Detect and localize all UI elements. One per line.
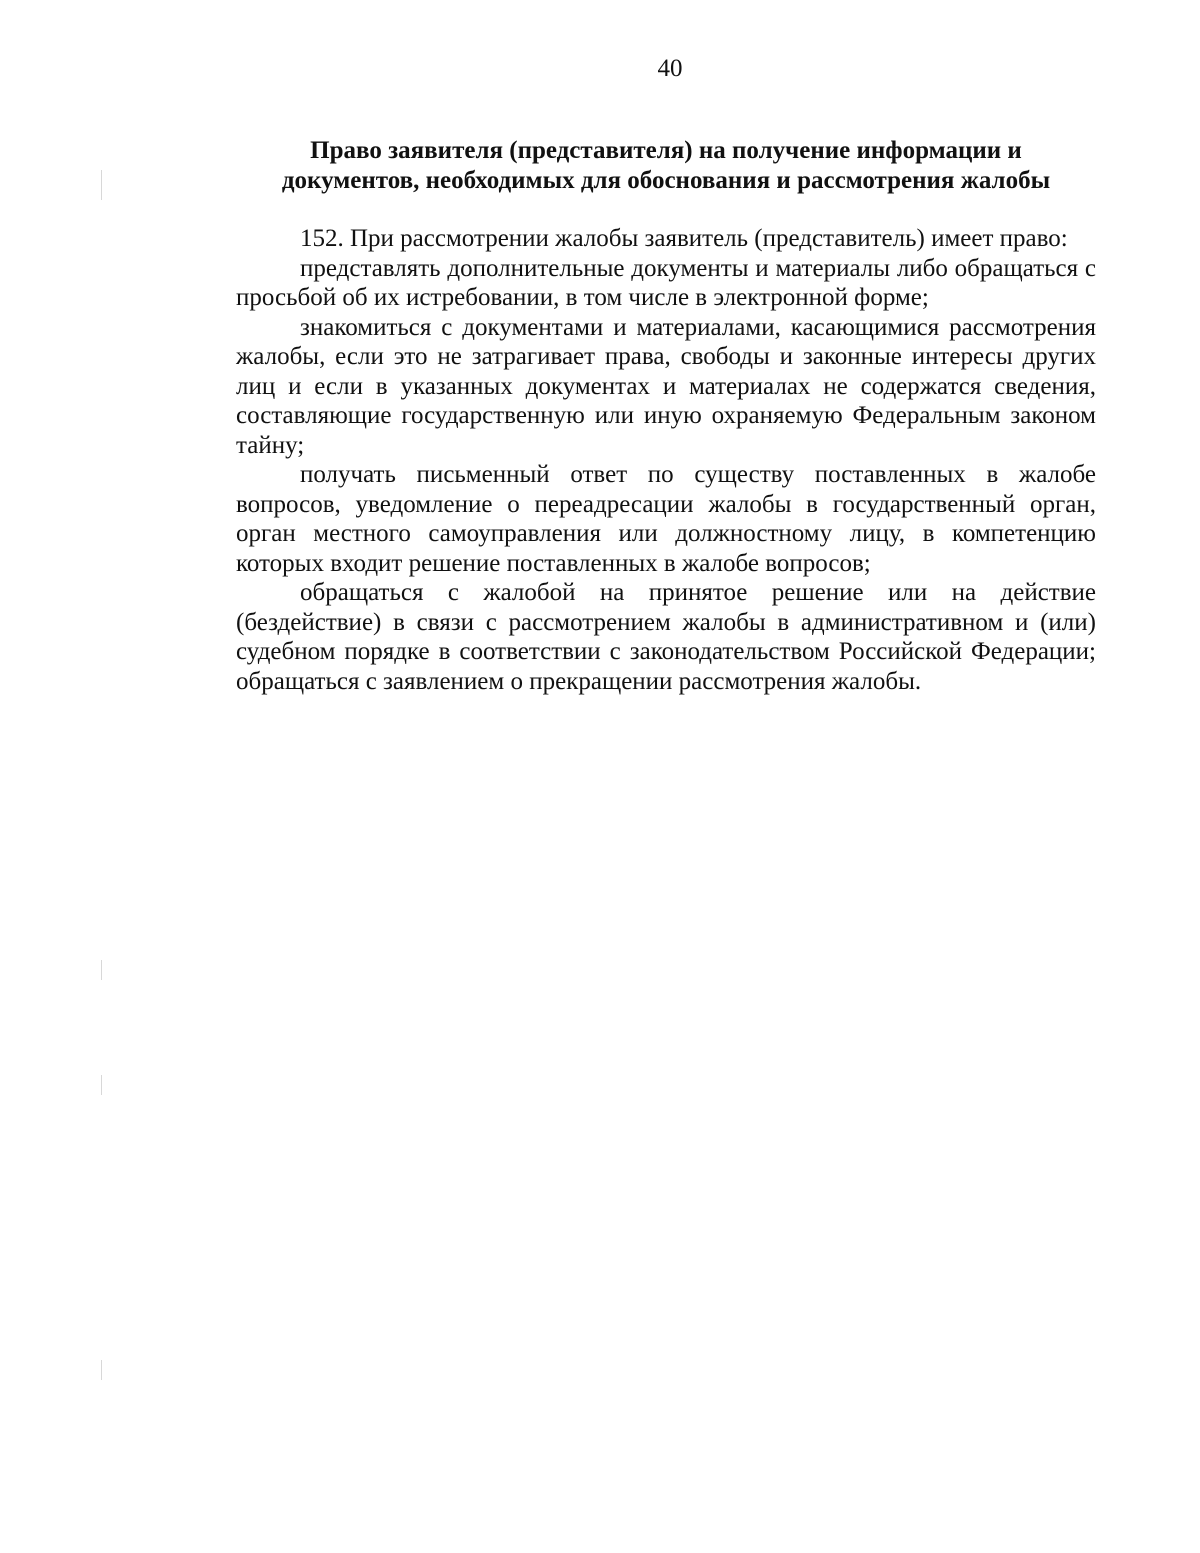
paragraph-right-submit-documents: представлять дополнительные документы и материалы либо обращаться с просьбой об их истребовании, в том числе в электронной форме;: [236, 254, 1096, 311]
paragraph-right-appeal: обращаться с жалобой на принятое решение или на действие (бездействие) в связи с рассмотрением жалобы в административном и (или) судебном порядке в соответствии с законодательством Российской Федерации; обращаться с заявлением о прекращении рассмотрения жалобы.: [236, 579, 1096, 695]
section-heading: [236, 136, 1096, 196]
page-number: 40: [657, 55, 683, 82]
section-heading-line-1: Право заявителя (представителя) на получение информации и: [310, 137, 1022, 164]
scan-artifact-line: [101, 1360, 102, 1380]
scan-artifact-line: [101, 170, 102, 200]
document-body: [236, 224, 1096, 696]
scan-artifact-line: [101, 1075, 102, 1095]
paragraph-right-review-materials: знакомиться с документами и материалами, касающимися рассмотрения жалобы, если это не затрагивает права, свободы и законные интересы других лиц и если в указанных документах и материалах не содержатся сведения, составляющие государственную или иную охраняемую Федеральным законом тайну;: [236, 313, 1096, 459]
paragraph-right-receive-answer: получать письменный ответ по существу поставленных в жалобе вопросов, уведомление о переадресации жалобы в государственный орган, орган местного самоуправления или должностному лицу, в компетенцию которых входит решение поставленных в жалобе вопросов;: [236, 461, 1096, 577]
section-heading-line-2: документов, необходимых для обоснования и рассмотрения жалобы: [281, 167, 1051, 194]
paragraph-152-intro: 152. При рассмотрении жалобы заявитель (представитель) имеет право:: [300, 225, 1068, 252]
scan-artifact-line: [101, 960, 102, 980]
